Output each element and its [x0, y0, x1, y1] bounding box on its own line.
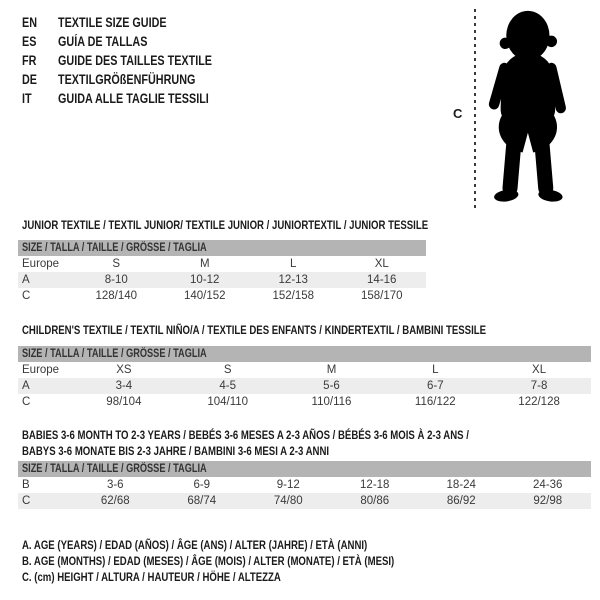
language-row — [22, 13, 212, 32]
table-row — [18, 256, 426, 272]
table-cell: L — [290, 258, 297, 270]
table-cell: 24-36 — [533, 479, 563, 491]
table-cell: M — [326, 364, 337, 376]
row-label: Europe — [22, 364, 60, 376]
language-row — [22, 70, 212, 89]
table-header-label: SIZE / TALLA / TAILLE / GRÖSSE / TAGLIA — [22, 348, 207, 360]
table-cell: 74/80 — [273, 495, 303, 507]
table-cell: 98/104 — [106, 396, 142, 408]
language-code: FR — [22, 53, 37, 68]
row-label: C — [22, 495, 31, 507]
table-cell: 6-7 — [426, 380, 444, 392]
table-cell: 18-24 — [446, 479, 476, 491]
table-cell: 110/116 — [311, 396, 352, 408]
language-code: ES — [22, 34, 37, 49]
table-cell: XS — [116, 364, 132, 376]
table-row — [18, 378, 591, 394]
table-cell: 3-4 — [115, 380, 133, 392]
table-row — [18, 493, 591, 509]
table-cell: 14-16 — [367, 274, 397, 286]
footnote: A. AGE (YEARS) / EDAD (AÑOS) / ÂGE (ANS) / ALTER (JAHRE) / ETÀ (ANNI) — [22, 538, 368, 552]
row-label: C — [22, 396, 31, 408]
language-list — [22, 13, 260, 108]
table-header-bar — [18, 461, 591, 477]
height-measure-line — [474, 9, 476, 209]
table-header-bar — [18, 346, 591, 362]
language-code: DE — [22, 72, 38, 87]
table-cell: S — [112, 258, 121, 270]
table-cell: 62/68 — [100, 495, 130, 507]
section-heading: JUNIOR TEXTILE / TEXTIL JUNIOR/ TEXTILE JUNIOR / JUNIORTEXTIL / JUNIOR TESSILE — [22, 218, 429, 232]
table-cell: 86/92 — [446, 495, 476, 507]
height-measure-label: C — [453, 106, 463, 121]
table-cell: 9-12 — [276, 479, 300, 491]
section-junior-textile — [18, 217, 429, 304]
table-cell: 10-12 — [190, 274, 220, 286]
table-cell: M — [199, 258, 210, 270]
table-cell: S — [223, 364, 232, 376]
childrens-size-table — [18, 346, 591, 410]
babies-size-table — [18, 461, 591, 509]
table-header-label: SIZE / TALLA / TAILLE / GRÖSSE / TAGLIA — [22, 242, 207, 254]
table-cell: 92/98 — [533, 495, 563, 507]
footnotes — [22, 537, 487, 585]
table-header-bar — [18, 240, 426, 256]
table-cell: 140/152 — [183, 290, 226, 302]
section-heading-block — [22, 217, 429, 233]
table-header-label: SIZE / TALLA / TAILLE / GRÖSSE / TAGLIA — [22, 463, 207, 475]
table-cell: 12-18 — [360, 479, 390, 491]
table-row — [18, 394, 591, 410]
table-cell: 80/86 — [360, 495, 390, 507]
junior-size-table — [18, 240, 426, 304]
table-cell: 12-13 — [278, 274, 308, 286]
table-cell: 116/122 — [414, 396, 456, 408]
language-row — [22, 32, 212, 51]
section-babies-textile — [18, 427, 591, 509]
baby-silhouette-icon — [479, 9, 573, 209]
table-cell: 6-9 — [193, 479, 211, 491]
table-row — [18, 362, 591, 378]
language-row — [22, 89, 212, 108]
footnote: C. (cm) HEIGHT / ALTURA / HAUTEUR / HÖHE / ALTEZZA — [22, 570, 281, 584]
table-cell: 68/74 — [187, 495, 217, 507]
language-row — [22, 51, 212, 70]
language-code: IT — [22, 91, 32, 106]
table-cell: 4-5 — [219, 380, 236, 392]
row-label: A — [22, 274, 30, 286]
table-cell: 158/170 — [360, 290, 403, 302]
row-label: Europe — [22, 258, 60, 270]
footnote: B. AGE (MONTHS) / EDAD (MESES) / ÂGE (MOIS) / ALTER (MONATE) / ETÀ (MESI) — [22, 554, 395, 568]
table-cell: 122/128 — [518, 396, 560, 408]
language-code: EN — [22, 15, 38, 30]
language-title: TEXTILGRÖßENFÜHRUNG — [58, 72, 196, 87]
language-title: GUIDE DES TAILLES TEXTILE — [58, 53, 213, 68]
section-heading-block — [22, 322, 591, 338]
table-cell: 7-8 — [530, 380, 548, 392]
table-cell: XL — [532, 364, 547, 376]
section-heading-block — [22, 427, 591, 459]
table-cell: 128/140 — [95, 290, 138, 302]
language-title: TEXTILE SIZE GUIDE — [58, 15, 167, 30]
language-title: GUIDA ALLE TAGLIE TESSILI — [58, 91, 209, 106]
table-cell: 104/110 — [207, 396, 249, 408]
section-heading: BABYS 3-6 MONATE BIS 2-3 JAHRE / BAMBINI 3-6 MESI A 2-3 ANNI — [22, 444, 330, 458]
section-heading: CHILDREN'S TEXTILE / TEXTIL NIÑO/A / TEXTILE DES ENFANTS / KINDERTEXTIL / BAMBINI TESSILE — [22, 323, 487, 337]
table-cell: 8-10 — [104, 274, 128, 286]
row-label: C — [22, 290, 31, 302]
table-cell: 152/158 — [272, 290, 315, 302]
table-cell: 5-6 — [323, 380, 340, 392]
row-label: A — [22, 380, 30, 392]
language-title: GUÍA DE TALLAS — [58, 34, 148, 49]
row-label: B — [22, 479, 30, 491]
table-row — [18, 288, 426, 304]
section-childrens-textile — [18, 322, 591, 410]
section-heading: BABIES 3-6 MONTH TO 2-3 YEARS / BEBÉS 3-6 MESES A 2-3 AÑOS / BÉBÉS 3-6 MOIS À 2-3 ANS / — [22, 428, 469, 442]
table-row — [18, 477, 591, 493]
table-cell: L — [432, 364, 439, 376]
table-cell: XL — [374, 258, 389, 270]
table-row — [18, 272, 426, 288]
table-cell: 3-6 — [106, 479, 124, 491]
